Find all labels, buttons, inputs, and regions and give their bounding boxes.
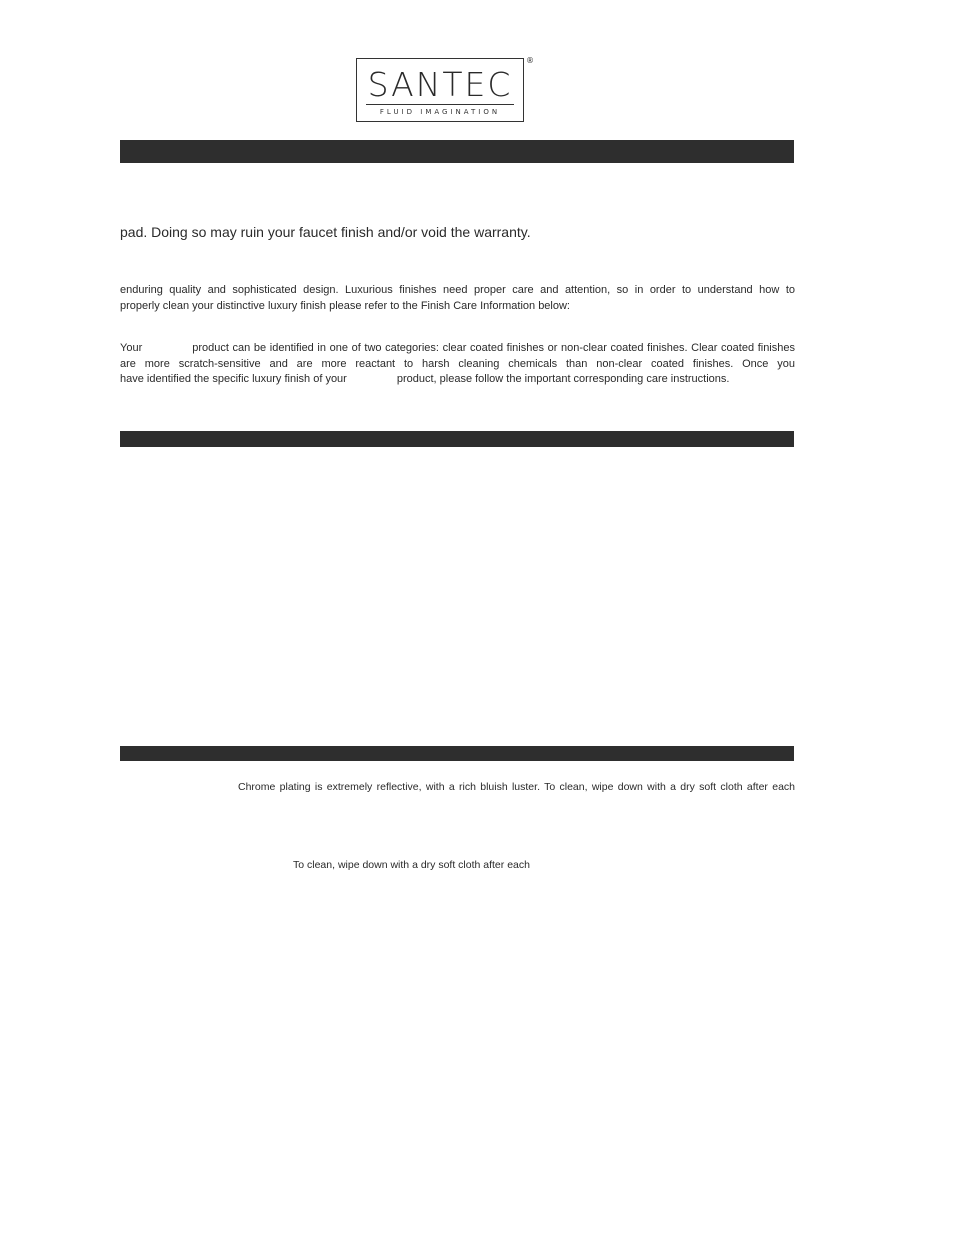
logo-tagline: FLUID IMAGINATION: [379, 108, 501, 116]
clean-instruction-text: To clean, wipe down with a dry soft cloth after each: [293, 859, 530, 871]
intro-line-1: enduring quality and sophisticated design. Luxurious finishes need proper care and attention, so in order to understand how to: [120, 284, 795, 296]
section-header-bar-middle: [120, 431, 794, 447]
intro-line-2: properly clean your distinctive luxury finish please refer to the Finish Care Information below:: [120, 299, 570, 312]
chrome-care-text: Chrome plating is extremely reflective, with a rich bluish luster. To clean, wipe down with a dry soft cloth after each: [238, 781, 795, 793]
intro-paragraph: [120, 283, 795, 314]
categories-line-3-rest: product, please follow the important corresponding care instructions.: [396, 373, 730, 385]
logo-divider: [366, 104, 514, 105]
section-header-bar-top: [120, 140, 794, 163]
categories-line-3-start: have identified the specific luxury finish of your: [120, 373, 347, 385]
registered-mark: ®: [526, 56, 534, 65]
santec-logo: [356, 58, 524, 122]
categories-line-2: finishes are more scratch-sensitive and are more reactant to harsh cleaning chemicals than non-clear coated finishes. Once you: [120, 342, 795, 370]
logo-wordmark: SANTEC: [367, 65, 513, 104]
categories-line-3: [120, 372, 795, 388]
section-header-bar-bottom: [120, 746, 794, 761]
warning-text: pad. Doing so may ruin your faucet finish and/or void the warranty.: [120, 224, 531, 240]
categories-line-1-start: Your: [120, 342, 143, 354]
categories-line-1-rest: product can be identified in one of two categories: clear coated finishes or non-clear coated finishes. Clear coated: [192, 342, 755, 354]
categories-paragraph: [120, 341, 795, 388]
